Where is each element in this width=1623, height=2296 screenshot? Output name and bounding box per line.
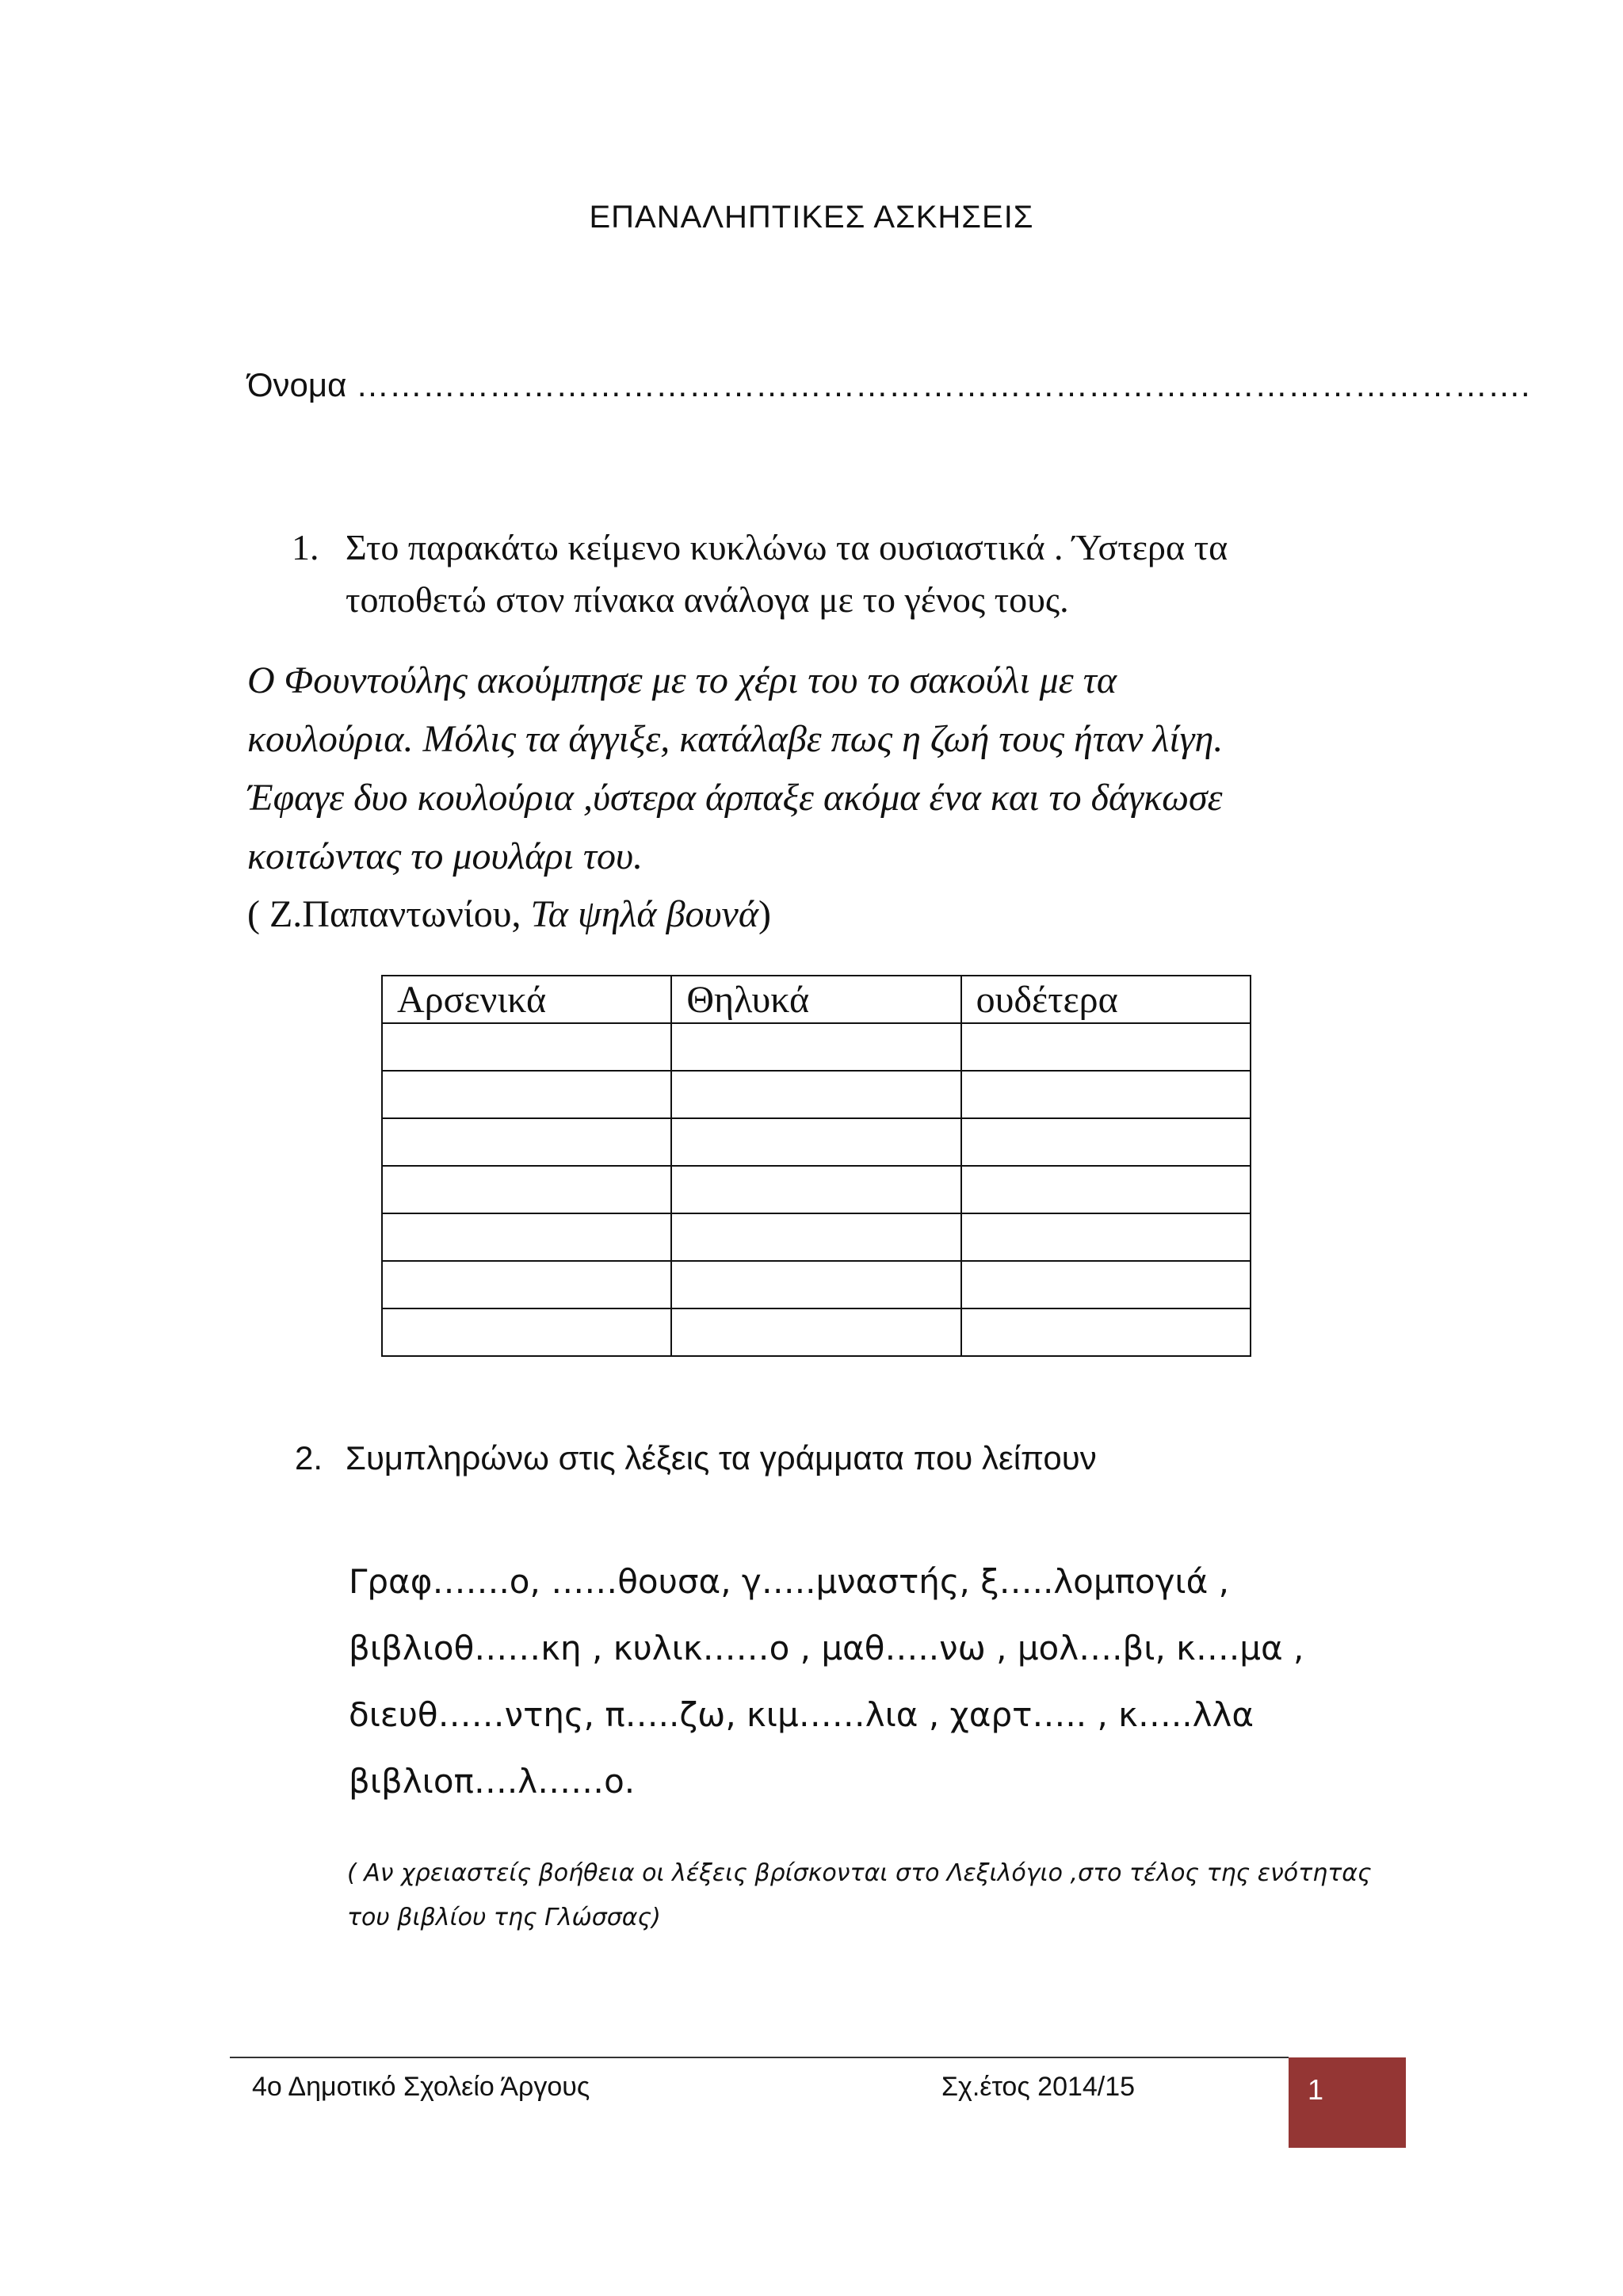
table-row: [382, 1071, 1251, 1118]
page-number-box: [1289, 2057, 1406, 2148]
name-field[interactable]: [247, 366, 1530, 404]
gender-table: [381, 975, 1251, 1357]
exercise-1-line: Στο παρακάτω κείμενο κυκλώνω τα ουσιαστικά . Ύστερα τα: [346, 527, 1228, 567]
passage-line: Έφαγε δυο κουλούρια ,ύστερα άρπαξε ακόμα ένα και το δάγκωσε: [247, 777, 1223, 819]
table-cell[interactable]: [671, 1118, 960, 1166]
table-cell[interactable]: [961, 1308, 1251, 1356]
table-cell[interactable]: [961, 1071, 1251, 1118]
header-masculine: Αρσενικά: [382, 976, 671, 1023]
table-cell[interactable]: [671, 1308, 960, 1356]
table-header-row: [382, 976, 1251, 1023]
table-row: [382, 1118, 1251, 1166]
passage-line: κουλούρια. Μόλις τα άγγιξε, κατάλαβε πως η ζωή τους ήταν λίγη.: [247, 718, 1224, 760]
exercise-2-instruction: [295, 1439, 1097, 1477]
name-label: Όνομα: [247, 366, 347, 403]
page-title: ΕΠΑΝΑΛΗΠΤΙΚΕΣ ΑΣΚΗΣΕΙΣ: [589, 200, 1034, 235]
word-line: Γραφ…….ο, ……θουσα, γ…..μναστής, ξ…..λομπογιά ,: [349, 1562, 1230, 1601]
exercise-1-line: τοποθετώ στον πίνακα ανάλογα με το γένος τους.: [346, 579, 1069, 620]
table-cell[interactable]: [671, 1213, 960, 1261]
footer-school: 4ο Δημοτικό Σχολείο Άργους: [252, 2072, 590, 2102]
table-cell[interactable]: [671, 1261, 960, 1308]
table-cell[interactable]: [382, 1166, 671, 1213]
exercise-1-text: [346, 521, 1404, 626]
word-line: βιβλιοθ……κη , κυλικ……ο , μαθ…..νω , μολ….βι, κ….μα ,: [349, 1629, 1304, 1668]
name-dots: …………………………………………………………………………………………….: [356, 366, 1530, 403]
exercise-1-instruction: [292, 521, 1404, 626]
footer-school-year: Σχ.έτος 2014/15: [941, 2072, 1136, 2102]
table-cell[interactable]: [382, 1071, 671, 1118]
table-cell[interactable]: [961, 1166, 1251, 1213]
page-number: 1: [1308, 2073, 1324, 2106]
citation-book: Τα ψηλά βουνά: [530, 893, 759, 935]
word-line: βιβλιοπ….λ……ο.: [349, 1762, 636, 1801]
citation-author: Ζ.Παπαντωνίου,: [269, 893, 531, 935]
table-cell[interactable]: [382, 1118, 671, 1166]
table-row: [382, 1213, 1251, 1261]
footer-divider: [230, 2057, 1289, 2058]
exercise-2-text: Συμπληρώνω στις λέξεις τα γράμματα που λείπουν: [346, 1439, 1097, 1477]
word-line: διευθ……ντης, π…..ζω, κιμ……λια , χαρτ….. , κ…..λλα: [349, 1695, 1254, 1734]
table-cell[interactable]: [671, 1023, 960, 1071]
table-row: [382, 1261, 1251, 1308]
citation-open: (: [247, 893, 269, 935]
table-cell[interactable]: [671, 1071, 960, 1118]
table-cell[interactable]: [961, 1261, 1251, 1308]
exercise-2-number: 2.: [295, 1439, 323, 1477]
table-body: [382, 1023, 1251, 1356]
table-row: [382, 1023, 1251, 1071]
hint-line: του βιβλίου της Γλώσσας): [347, 1904, 661, 1931]
table-row: [382, 1166, 1251, 1213]
exercise-1-number: 1.: [292, 527, 319, 567]
table-cell[interactable]: [382, 1023, 671, 1071]
table-cell[interactable]: [671, 1166, 960, 1213]
citation-close: ): [758, 893, 772, 935]
missing-letters-words: [349, 1549, 1304, 1815]
passage-citation: [247, 892, 771, 936]
table-cell[interactable]: [961, 1023, 1251, 1071]
table-cell[interactable]: [382, 1261, 671, 1308]
help-note: [347, 1851, 1425, 1940]
table-cell[interactable]: [961, 1118, 1251, 1166]
reading-passage: [247, 651, 1436, 886]
table-cell[interactable]: [961, 1213, 1251, 1261]
header-feminine: Θηλυκά: [671, 976, 960, 1023]
table-row: [382, 1308, 1251, 1356]
table-cell[interactable]: [382, 1308, 671, 1356]
passage-line: κοιτώντας το μουλάρι του.: [247, 835, 643, 877]
header-neuter: ουδέτερα: [961, 976, 1251, 1023]
hint-line: ( Αν χρειαστείς βοήθεια οι λέξεις βρίσκονται στο Λεξιλόγιο ,στο τέλος της ενότητας: [347, 1859, 1372, 1887]
table-cell[interactable]: [382, 1213, 671, 1261]
passage-line: Ο Φουντούλης ακούμπησε με το χέρι του το σακούλι με τα: [247, 659, 1117, 701]
